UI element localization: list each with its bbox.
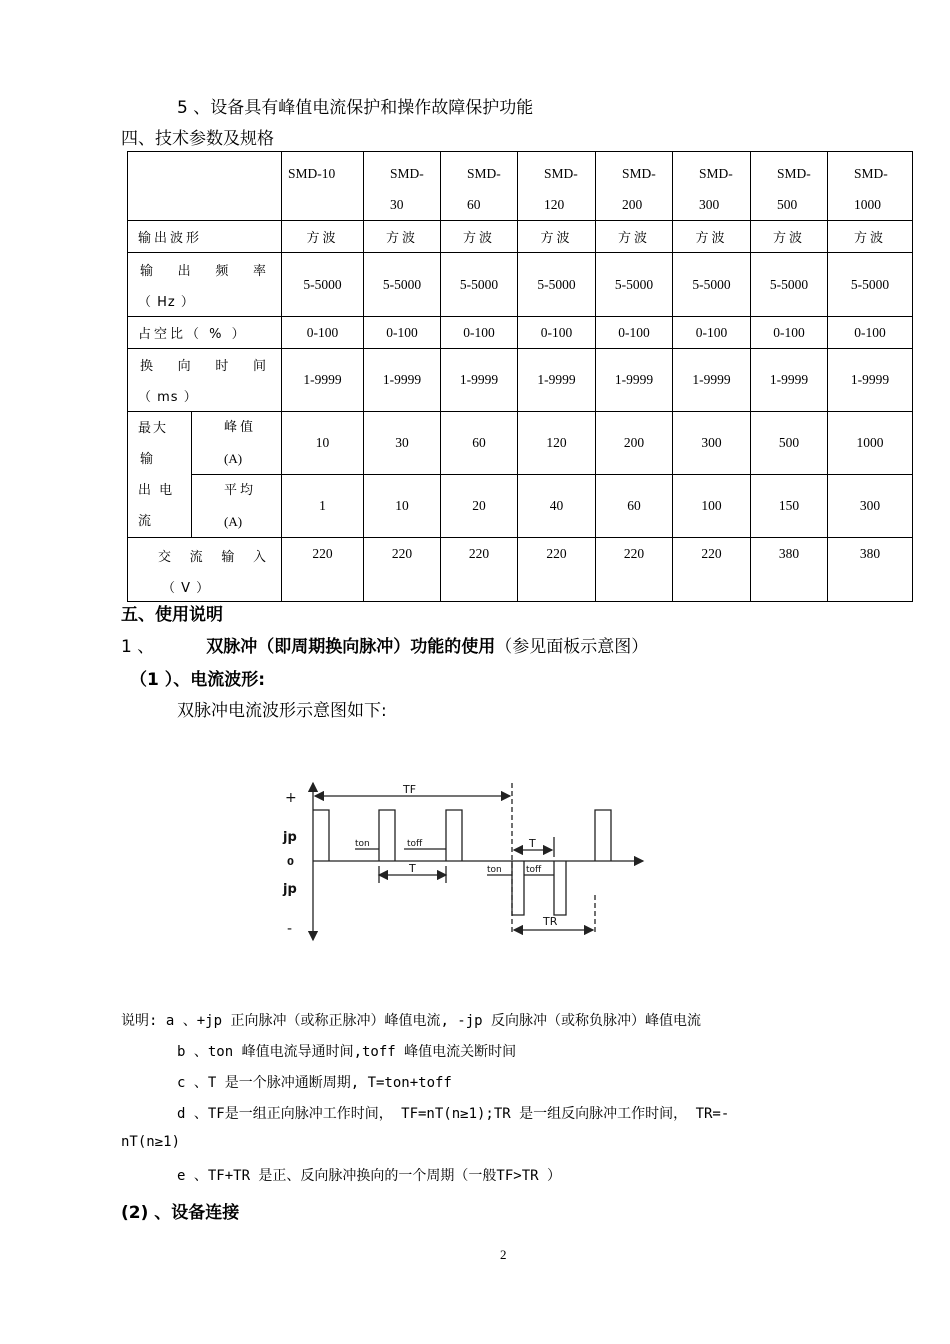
- table-cell: 220: [673, 538, 751, 602]
- table-cell: 方波: [596, 221, 673, 253]
- zero-label: 0: [287, 857, 294, 868]
- negative-pulse: [512, 861, 524, 915]
- model-cell: SMD- 300: [673, 152, 751, 221]
- table-cell: 5-5000: [673, 253, 751, 317]
- model-cell: SMD- 60: [441, 152, 518, 221]
- table-cell: 1-9999: [364, 349, 441, 412]
- ton-label: ton: [487, 865, 502, 875]
- table-cell: 120: [518, 412, 596, 475]
- table-cell: 150: [751, 475, 828, 538]
- jp-bottom-label: jp: [283, 882, 297, 897]
- table-cell: 0-100: [673, 317, 751, 349]
- table-cell: 方波: [828, 221, 913, 253]
- ac-input-row: [128, 538, 913, 602]
- table-cell: 5-5000: [751, 253, 828, 317]
- model-cell: SMD- 1000: [828, 152, 913, 221]
- table-cell: 方波: [518, 221, 596, 253]
- row-label: 交 流 输 入 （ V ）: [128, 538, 282, 602]
- row-label: 输 出 频 率 （ Hz ）: [128, 253, 282, 317]
- t-label: T: [529, 837, 536, 850]
- diagram-intro: 双脉冲电流波形示意图如下:: [177, 701, 387, 721]
- note-d-continued: nT(n≥1): [121, 1134, 181, 1150]
- table-cell: 1-9999: [596, 349, 673, 412]
- table-cell: 方波: [751, 221, 828, 253]
- model-cell: SMD- 30: [364, 152, 441, 221]
- table-cell: 220: [364, 538, 441, 602]
- table-cell: 10: [364, 475, 441, 538]
- table-cell: 220: [518, 538, 596, 602]
- table-cell: 1-9999: [282, 349, 364, 412]
- table-cell: 10: [282, 412, 364, 475]
- section-4-title: 四、技术参数及规格: [121, 129, 274, 149]
- table-cell: 100: [673, 475, 751, 538]
- model-cell: SMD- 200: [596, 152, 673, 221]
- ton-label: ton: [355, 839, 370, 849]
- table-cell: 200: [596, 412, 673, 475]
- table-cell: 40: [518, 475, 596, 538]
- table-cell: 方波: [441, 221, 518, 253]
- table-cell: 0-100: [441, 317, 518, 349]
- row-label: 占空比（ % ）: [128, 317, 282, 349]
- plus-label: +: [285, 790, 297, 806]
- toff-label: toff: [407, 839, 423, 849]
- table-cell: 60: [441, 412, 518, 475]
- table-cell: 5-5000: [282, 253, 364, 317]
- waveform-row: [128, 221, 913, 253]
- negative-pulse: [554, 861, 566, 915]
- tf-label: TF: [403, 783, 417, 796]
- avg-current-row: [128, 475, 913, 538]
- reversal-row: [128, 349, 913, 412]
- item-5-text: 5 、设备具有峰值电流保护和操作故障保护功能: [177, 98, 534, 118]
- table-cell: 0-100: [518, 317, 596, 349]
- table-cell: 方波: [282, 221, 364, 253]
- subheading-waveform: （1 ）、电流波形:: [130, 670, 266, 690]
- minus-label: -: [287, 921, 293, 937]
- table-cell: 500: [751, 412, 828, 475]
- section-5-title: 五、使用说明: [121, 605, 223, 625]
- model-cell: SMD-10: [282, 152, 364, 221]
- table-cell: 0-100: [828, 317, 913, 349]
- table-cell: 380: [828, 538, 913, 602]
- frequency-row: [128, 253, 913, 317]
- table-cell: 0-100: [596, 317, 673, 349]
- table-cell: 1-9999: [518, 349, 596, 412]
- note-e: e 、TF+TR 是正、反向脉冲换向的一个周期（一般TF>TR ）: [177, 1168, 562, 1184]
- table-cell: 220: [282, 538, 364, 602]
- table-cell: 1: [282, 475, 364, 538]
- table-cell: 1-9999: [751, 349, 828, 412]
- item-1-heading: 1 、 双脉冲（即周期换向脉冲）功能的使用（参见面板示意图）: [121, 637, 649, 657]
- table-cell: 300: [828, 475, 913, 538]
- table-cell: 0-100: [751, 317, 828, 349]
- table-cell: 220: [596, 538, 673, 602]
- positive-pulse: [446, 810, 462, 861]
- peak-label: 峰值 (A): [192, 412, 282, 475]
- subheading-connection: (2) 、设备连接: [121, 1203, 240, 1223]
- page-number: 2: [500, 1247, 507, 1262]
- peak-current-row: [128, 412, 913, 475]
- positive-pulse: [595, 810, 611, 861]
- waveform-diagram: [275, 775, 655, 950]
- table-cell: 300: [673, 412, 751, 475]
- row-label: 换 向 时 间 （ ms ）: [128, 349, 282, 412]
- table-cell: 380: [751, 538, 828, 602]
- positive-pulse: [379, 810, 395, 861]
- note-b: b 、ton 峰值电流导通时间,toff 峰值电流关断时间: [177, 1044, 517, 1060]
- table-cell: 1000: [828, 412, 913, 475]
- table-cell: 5-5000: [518, 253, 596, 317]
- table-cell: 方波: [673, 221, 751, 253]
- note-d: d 、TF是一组正向脉冲工作时间， TF=nT(n≥1);TR 是一组反向脉冲工作时间， TR=-: [177, 1106, 730, 1122]
- note-c: c 、T 是一个脉冲通断周期, T=ton+toff: [177, 1075, 452, 1091]
- table-cell: 1-9999: [673, 349, 751, 412]
- model-cell: SMD- 120: [518, 152, 596, 221]
- table-cell: 30: [364, 412, 441, 475]
- row-label: 输出波形: [128, 221, 282, 253]
- table-cell: 5-5000: [441, 253, 518, 317]
- table-cell: 220: [441, 538, 518, 602]
- table-cell: 1-9999: [828, 349, 913, 412]
- duty-row: [128, 317, 913, 349]
- header-blank-cell: [128, 152, 282, 221]
- positive-pulse: [313, 810, 329, 861]
- model-cell: SMD- 500: [751, 152, 828, 221]
- t-label: T: [409, 862, 416, 875]
- note-a: 说明: a 、+jp 正向脉冲（或称正脉冲）峰值电流, -jp 反向脉冲（或称负脉冲）峰值电流: [121, 1013, 702, 1029]
- tr-label: TR: [543, 915, 558, 928]
- table-cell: 0-100: [282, 317, 364, 349]
- table-cell: 方波: [364, 221, 441, 253]
- spec-table: [127, 151, 913, 602]
- table-cell: 0-100: [364, 317, 441, 349]
- toff-label: toff: [526, 865, 542, 875]
- table-cell: 20: [441, 475, 518, 538]
- table-cell: 5-5000: [596, 253, 673, 317]
- header-row: [128, 152, 913, 221]
- avg-label: 平均 (A): [192, 475, 282, 538]
- table-cell: 1-9999: [441, 349, 518, 412]
- max-current-group-label: 最大 输 出 电 流: [128, 412, 192, 538]
- table-cell: 5-5000: [364, 253, 441, 317]
- table-cell: 5-5000: [828, 253, 913, 317]
- table-cell: 60: [596, 475, 673, 538]
- jp-top-label: jp: [283, 830, 297, 845]
